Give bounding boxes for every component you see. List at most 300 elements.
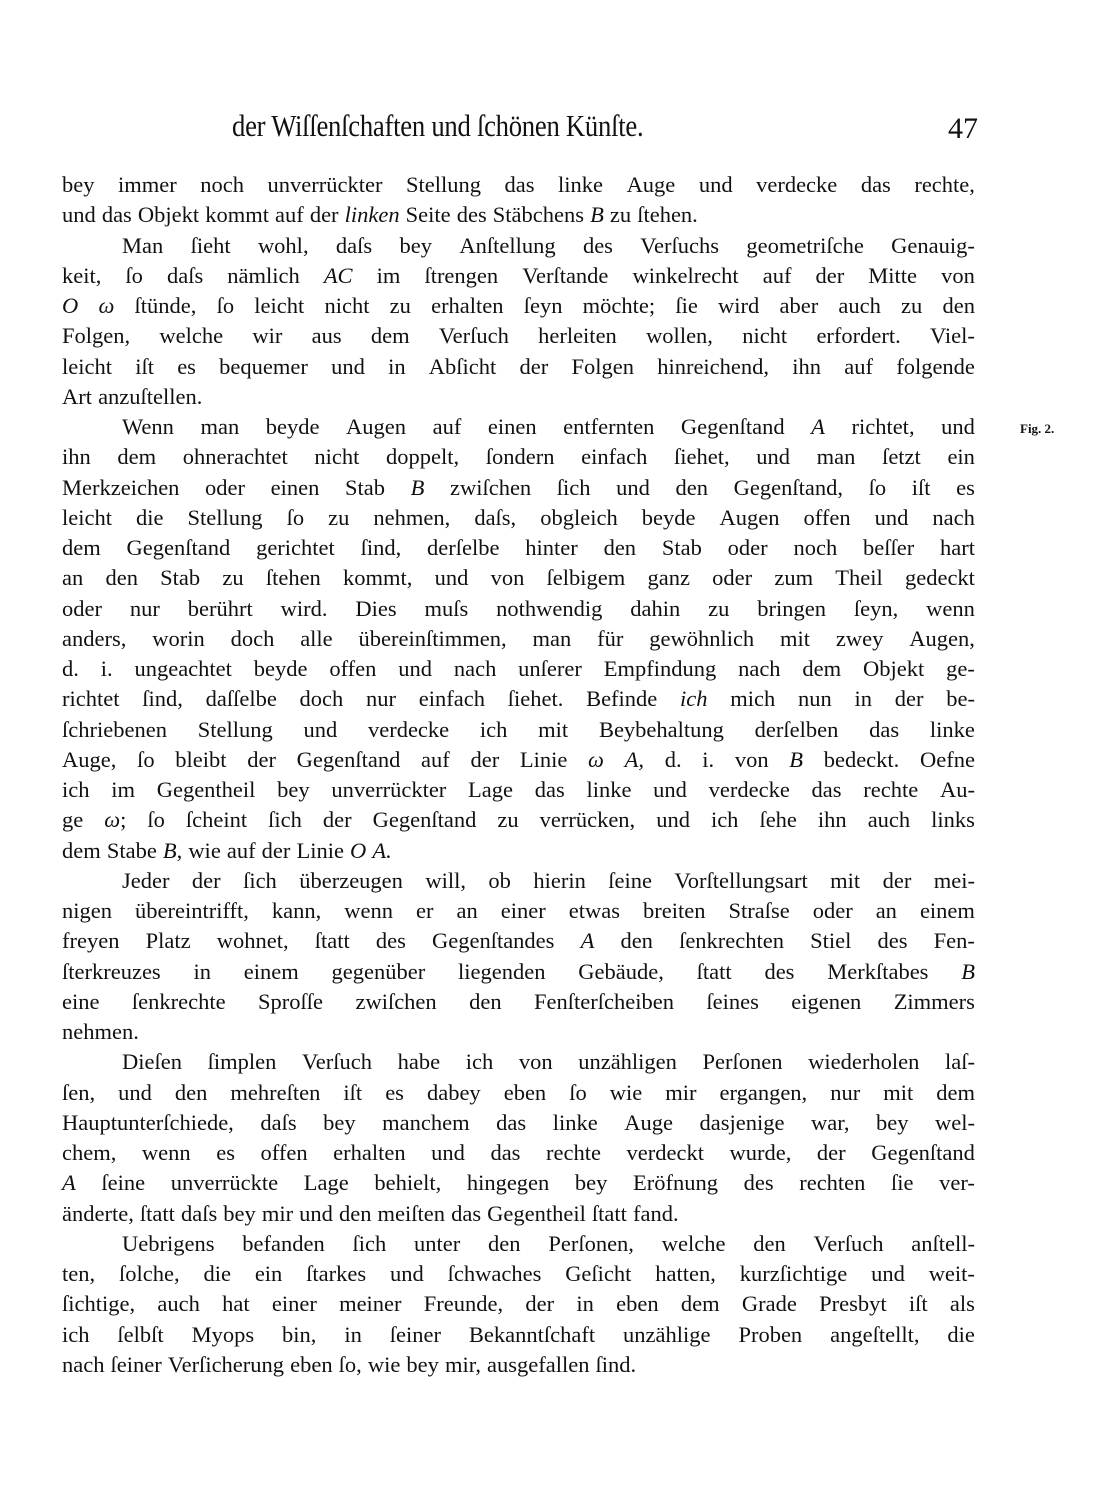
text-line: [62, 503, 975, 533]
text: oder: [812, 898, 853, 923]
word: [119, 1259, 180, 1289]
text: der: [882, 867, 912, 893]
text: keit,: [62, 262, 102, 288]
word: [590, 200, 604, 230]
text: linke: [558, 172, 604, 197]
word: [491, 563, 525, 593]
text: hingegen: [466, 1170, 550, 1196]
text: ein: [254, 1261, 283, 1286]
text-line: [62, 866, 975, 896]
running-head-title: der Wiſſenſchaften und ſchönen Künſte.: [232, 108, 644, 143]
text: Auge: [626, 172, 676, 197]
word: [798, 684, 832, 714]
text: hatten,: [655, 1261, 716, 1286]
text: Freunde,: [423, 1291, 504, 1317]
word: [586, 684, 657, 714]
text: ſen,: [62, 1079, 96, 1105]
text: Gegenſtand: [871, 1140, 975, 1165]
word: [522, 261, 608, 291]
italic-text: B: [789, 746, 804, 772]
word: [540, 503, 617, 533]
text: nach: [738, 656, 781, 681]
word: [262, 1199, 293, 1229]
word: [62, 1017, 139, 1047]
text: freyen: [62, 928, 120, 954]
text: war,: [811, 1109, 850, 1135]
word: [488, 1229, 521, 1259]
text-line: [62, 1320, 975, 1350]
text: wie: [367, 1351, 401, 1377]
word: [244, 957, 299, 987]
text: verdecke: [708, 777, 790, 802]
word: [763, 261, 792, 291]
text: unverrückter: [267, 172, 383, 197]
text: im: [376, 262, 401, 288]
word: [122, 866, 169, 896]
text: bleibt: [175, 746, 227, 772]
text: ſtünde,: [134, 293, 197, 318]
word: [62, 836, 101, 866]
word: [62, 200, 96, 230]
word: [630, 594, 680, 624]
text: meiſten: [377, 1200, 446, 1226]
word: [345, 473, 385, 503]
word: [346, 412, 406, 442]
word: [332, 957, 426, 987]
word: [122, 412, 174, 442]
word: [406, 1350, 439, 1380]
word: [947, 1320, 975, 1350]
word: [488, 866, 511, 896]
word: [876, 1108, 909, 1138]
word: [62, 352, 112, 382]
text: eben: [616, 1291, 659, 1317]
text: ich: [62, 1321, 90, 1347]
text: übereintrifft,: [135, 898, 249, 923]
word: [104, 805, 126, 835]
word: [62, 684, 119, 714]
word: [353, 1229, 387, 1259]
text: wie: [609, 1079, 643, 1105]
text-line: [62, 805, 975, 835]
word: [261, 1138, 308, 1168]
word: [142, 684, 183, 714]
word: [62, 745, 116, 775]
text-line: [62, 200, 975, 230]
text: eigenen: [791, 988, 862, 1014]
word: [581, 442, 647, 472]
text: eben: [503, 1079, 547, 1105]
word: [720, 503, 780, 533]
text: an: [875, 898, 897, 923]
text: hart: [940, 535, 975, 560]
text: Abſicht: [428, 353, 497, 379]
word: [657, 352, 769, 382]
word: [339, 1350, 362, 1380]
word: [135, 291, 197, 321]
word: [272, 1289, 317, 1319]
text: nigen: [62, 898, 112, 923]
text: noch: [200, 172, 245, 197]
text: auf: [275, 202, 304, 228]
word: [811, 1108, 849, 1138]
text: ſolche,: [118, 1261, 180, 1286]
word: [474, 503, 516, 533]
word: [371, 321, 410, 351]
italic-text: A.: [372, 837, 392, 863]
word: [649, 624, 754, 654]
word: [167, 261, 203, 291]
word: [730, 1138, 792, 1168]
word: [101, 1168, 145, 1198]
text: bringen: [757, 595, 826, 621]
word: [533, 866, 585, 896]
text-line: [62, 1108, 975, 1138]
word: [191, 231, 231, 261]
text: oder: [62, 595, 102, 621]
text: wenn: [141, 1140, 191, 1165]
text: ſchriebenen: [62, 716, 167, 742]
text: ſeines: [706, 988, 759, 1014]
text: zum: [774, 565, 814, 591]
text: offen: [260, 1140, 308, 1165]
word: [62, 563, 83, 593]
word: [62, 1078, 95, 1108]
italic-text: ω: [98, 293, 115, 318]
word: [508, 684, 564, 714]
word: [406, 170, 481, 200]
text-line: [62, 1229, 975, 1259]
text: wie: [188, 837, 221, 863]
text-line: [62, 1259, 975, 1289]
word: [359, 624, 507, 654]
text: fand.: [632, 1200, 679, 1226]
word: [896, 352, 975, 382]
text: Man: [122, 232, 164, 258]
text: Hauptunterſchiede,: [62, 1109, 234, 1135]
word: [247, 745, 276, 775]
text: ge-: [946, 656, 975, 681]
text: bin,: [282, 1321, 317, 1347]
text: Viel-: [930, 323, 975, 349]
text-line: [62, 775, 975, 805]
word: [854, 684, 872, 714]
text: des: [582, 232, 613, 258]
word: [557, 473, 591, 503]
word: [547, 563, 626, 593]
text: daſs: [260, 1109, 297, 1135]
text: mir: [261, 1200, 294, 1226]
word: [930, 321, 975, 351]
word: [699, 170, 733, 200]
text: nun: [798, 686, 832, 712]
text: Lage: [468, 777, 513, 802]
word: [940, 533, 975, 563]
word: [206, 684, 277, 714]
word: [382, 1108, 469, 1138]
word: [142, 1138, 191, 1168]
text: rechten: [799, 1170, 866, 1196]
text: nehmen,: [373, 504, 451, 530]
text: oder: [727, 535, 768, 560]
text: Auge: [624, 1109, 673, 1135]
text: iſt: [343, 1079, 363, 1105]
word: [753, 1229, 786, 1259]
word: [425, 866, 466, 896]
text: Folgen: [571, 353, 634, 379]
word: [62, 442, 91, 472]
word: [581, 926, 595, 956]
word: [62, 1199, 134, 1229]
word: [373, 503, 450, 533]
text: anſtell-: [911, 1230, 975, 1256]
italic-text: A: [62, 1170, 76, 1196]
text: auf: [762, 262, 792, 288]
word: [627, 1138, 704, 1168]
word: [62, 987, 99, 1017]
text: derſelbe: [427, 535, 500, 560]
word: [345, 200, 400, 230]
word: [939, 1168, 975, 1198]
word: [932, 503, 974, 533]
italic-text: B: [162, 837, 177, 863]
text: zwey: [835, 625, 884, 651]
text: und: [656, 807, 690, 833]
word: [540, 805, 636, 835]
word: [680, 684, 708, 714]
text: der: [816, 1140, 846, 1165]
word: [519, 1047, 553, 1077]
text: unſerer: [518, 656, 582, 681]
word: [818, 805, 847, 835]
text: Proben: [738, 1321, 803, 1347]
word: [940, 775, 975, 805]
word: [323, 1108, 356, 1138]
word: [323, 805, 352, 835]
word: [624, 1108, 673, 1138]
word: [712, 563, 752, 593]
word: [675, 291, 698, 321]
word: [935, 1108, 975, 1138]
text: mich: [730, 686, 776, 712]
text: Mitte: [868, 262, 918, 288]
text: bey: [62, 172, 95, 197]
text: Wenn: [122, 414, 174, 439]
word: [757, 594, 826, 624]
text: daſs,: [474, 504, 517, 530]
word: [596, 1350, 637, 1380]
text: ungeachtet: [134, 656, 232, 681]
text: in: [854, 686, 872, 712]
word: [804, 503, 851, 533]
word: [376, 926, 406, 956]
text: den: [105, 565, 138, 591]
text: ſeine: [101, 1170, 146, 1196]
word: [117, 442, 156, 472]
word: [427, 1078, 481, 1108]
text: Oefne: [919, 746, 975, 772]
word: [520, 352, 549, 382]
text: leicht: [62, 504, 112, 530]
text: ſind.: [595, 1351, 637, 1377]
word: [343, 563, 412, 593]
text: hinreichend,: [657, 353, 770, 379]
word: [827, 957, 928, 987]
text: obgleich: [540, 504, 618, 530]
word: [824, 745, 900, 775]
text: unverrückter: [331, 777, 447, 802]
text: leicht: [62, 353, 112, 379]
word: [711, 805, 739, 835]
word: [217, 291, 235, 321]
text: hinter: [525, 535, 578, 560]
text: ſelbigem: [546, 565, 626, 591]
word: [372, 836, 391, 866]
word: [433, 412, 462, 442]
word: [604, 654, 717, 684]
text-line: [62, 1350, 975, 1380]
text: behielt,: [374, 1170, 442, 1196]
word: [118, 170, 177, 200]
text: ergangen,: [719, 1079, 808, 1105]
word: [911, 1229, 975, 1259]
word: [252, 321, 282, 351]
text: ſtrengen: [424, 262, 499, 288]
word: [640, 231, 719, 261]
text: auch: [838, 293, 881, 318]
word: [930, 715, 975, 745]
text: dem: [62, 535, 101, 560]
word: [876, 896, 897, 926]
text: Perſonen: [702, 1049, 783, 1075]
text: möchte;: [582, 293, 656, 318]
word: [901, 291, 922, 321]
word: [891, 231, 975, 261]
text: es: [956, 474, 975, 500]
word: [458, 957, 545, 987]
text: Eröfnung: [633, 1170, 718, 1196]
word: [646, 321, 713, 351]
text: unverrückte: [170, 1170, 279, 1196]
text: d.: [62, 656, 79, 681]
text: Verſuchs: [640, 232, 720, 258]
word: [62, 1108, 234, 1138]
text: Perſonen,: [548, 1230, 634, 1256]
text: den: [469, 988, 502, 1014]
word: [254, 654, 308, 684]
word: [808, 1047, 919, 1077]
text: dem: [117, 444, 157, 470]
word: [878, 926, 908, 956]
word: [203, 1259, 231, 1289]
word: [869, 715, 899, 745]
text: der: [519, 353, 549, 379]
text: verdecke: [367, 716, 450, 742]
word: [459, 231, 555, 261]
text: ſie: [675, 293, 698, 318]
word: [339, 1199, 372, 1229]
word: [817, 1138, 846, 1168]
word: [175, 745, 226, 775]
text: Stab: [344, 474, 385, 500]
word: [504, 1078, 546, 1108]
text: ohnerachtet: [182, 444, 288, 470]
word: [947, 442, 975, 472]
word: [706, 987, 758, 1017]
text: ſichtige,: [62, 1291, 136, 1317]
word: [300, 684, 344, 714]
text: in: [344, 1321, 362, 1347]
word: [262, 836, 291, 866]
word: [62, 1168, 76, 1198]
word: [863, 533, 914, 563]
text-line: [62, 684, 975, 714]
text: nur: [129, 595, 160, 621]
text: die: [947, 1321, 975, 1347]
body-text: [62, 170, 975, 1380]
text-line: [62, 745, 975, 775]
text: ſich: [556, 474, 591, 500]
word: [266, 412, 320, 442]
word: [62, 503, 112, 533]
text: es: [177, 353, 196, 379]
word: [398, 1047, 440, 1077]
text: richtet,: [851, 414, 915, 439]
word: [324, 291, 369, 321]
text: Stab: [661, 535, 702, 560]
word: [299, 1199, 333, 1229]
text: eben: [290, 1351, 333, 1377]
text: be-: [946, 686, 975, 712]
text: Platz: [145, 928, 191, 954]
text: an: [62, 565, 84, 591]
word: [518, 654, 582, 684]
running-head: [0, 108, 980, 152]
word: [416, 896, 433, 926]
text: Lage: [303, 1170, 349, 1196]
word: [868, 261, 917, 291]
italic-text: B: [961, 958, 975, 984]
word: [62, 957, 161, 987]
word: [946, 684, 975, 714]
word: [633, 1199, 679, 1229]
text: in: [388, 353, 406, 379]
word: [400, 231, 433, 261]
text: ,: [176, 837, 183, 863]
word: [830, 866, 860, 896]
word: [576, 1289, 594, 1319]
word: [205, 200, 269, 230]
word: [703, 1047, 783, 1077]
word: [934, 866, 975, 896]
text: den: [603, 535, 637, 560]
text: zu: [328, 504, 350, 530]
text: das: [860, 172, 891, 197]
text: der: [322, 807, 352, 833]
word: [406, 200, 451, 230]
word: [188, 503, 263, 533]
word: [501, 896, 546, 926]
word: [792, 352, 821, 382]
text: Myops: [191, 1321, 255, 1347]
word: [836, 624, 883, 654]
text: iſt: [908, 1291, 928, 1317]
text: links: [931, 807, 975, 833]
text: ſtarkes: [306, 1261, 367, 1286]
word: [662, 533, 702, 563]
word: [487, 1350, 589, 1380]
text: mir,: [444, 1351, 481, 1377]
